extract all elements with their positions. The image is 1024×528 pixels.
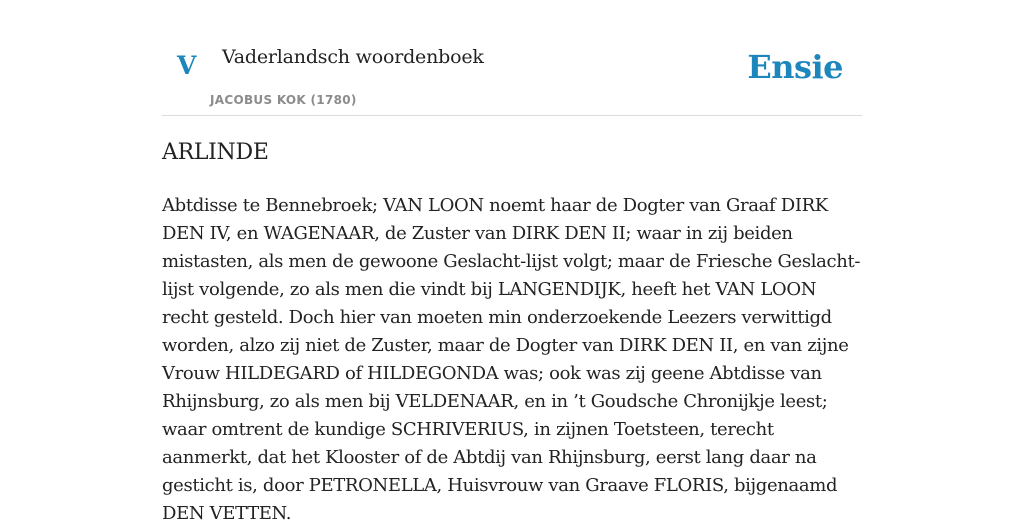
book-letter-icon[interactable]: V — [177, 51, 197, 80]
book-author: JACOBUS KOK (1780) — [210, 93, 357, 107]
book-title-link[interactable]: Vaderlandsch woordenboek — [222, 46, 484, 68]
brand-logo-link[interactable]: Ensie — [747, 48, 843, 86]
entry-definition: Abtdisse te Bennebroek; VAN LOON noemt haar de Dogter van Graaf DIRK DEN IV, en WAGENAAR, de Zuster van DIRK DEN II; waar in zij beiden mistasten, als men de gewoone Geslacht-lijst volgt; maar de Friesche Geslacht-lijst volgende, zo als men die vindt bij LANGENDIJK, heeft het VAN LOON recht gesteld. Doch hier van moeten min onderzoekende Leezers verwittigd worden, alzo zij niet de Zuster, maar de Dogter van DIRK DEN II, en van zijne Vrouw HILDEGARD of HILDEGONDA was; ook was zij geene Abtdisse van Rhijnsburg, zo als men bij VELDENAAR, en in ’t Goudsche Chronijkje leest; waar omtrent de kundige SCHRIVERIUS, in zijnen Toetsteen, terecht aanmerkt, dat het Klooster of de Abtdij van Rhijnsburg, eerst lang daar na gesticht is, door PETRONELLA, Huisvrouw van Graave FLORIS, bijgenaamd DEN VETTEN. — [162, 195, 861, 524]
entry-headword: ARLINDE — [162, 140, 269, 165]
book-header — [162, 40, 862, 116]
